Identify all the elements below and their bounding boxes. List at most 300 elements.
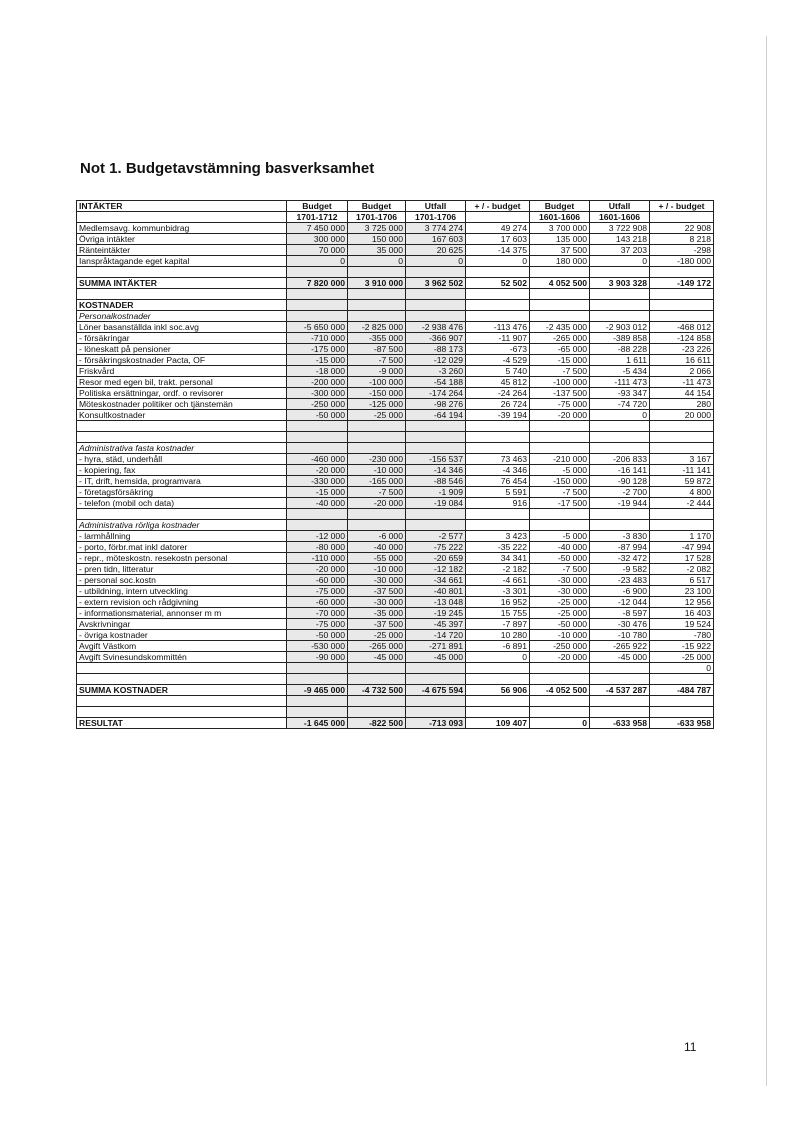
value-cell: -633 958 [590,718,650,729]
row-label [77,707,287,718]
table-row [77,443,714,454]
period-header: 1701-1712 [287,212,348,223]
value-cell: -87 994 [590,542,650,553]
value-cell: -13 048 [406,597,466,608]
value-cell: -4 732 500 [348,685,406,696]
value-cell [650,520,714,531]
value-cell: 7 820 000 [287,278,348,289]
value-cell: -355 000 [348,333,406,344]
value-cell: -20 000 [530,410,590,421]
value-cell [287,443,348,454]
table-row [77,564,714,575]
column-header: Utfall [406,201,466,212]
value-cell [287,300,348,311]
value-cell [466,311,530,322]
table-row [77,509,714,520]
value-cell [590,674,650,685]
table-row [77,234,714,245]
value-cell: -11 907 [466,333,530,344]
value-cell [530,520,590,531]
page-number: 11 [684,1040,697,1054]
value-cell: -50 000 [287,410,348,421]
value-cell: 3 962 502 [406,278,466,289]
value-cell: -54 188 [406,377,466,388]
table-row [77,619,714,630]
table-row [77,278,714,289]
value-cell: -30 000 [348,575,406,586]
value-cell: 0 [287,256,348,267]
value-cell [348,300,406,311]
value-cell: 5 591 [466,487,530,498]
period-header [466,212,530,223]
value-cell [287,674,348,685]
value-cell: -15 922 [650,641,714,652]
table-row [77,322,714,333]
period-header: 1701-1706 [406,212,466,223]
value-cell: -19 245 [406,608,466,619]
value-cell: -37 500 [348,586,406,597]
value-cell: 150 000 [348,234,406,245]
table-row [77,256,714,267]
value-cell: -265 000 [530,333,590,344]
value-cell: -113 476 [466,322,530,333]
value-cell [590,300,650,311]
value-cell [287,432,348,443]
value-cell: -710 000 [287,333,348,344]
value-cell: -9 582 [590,564,650,575]
value-cell: -4 661 [466,575,530,586]
value-cell [466,696,530,707]
value-cell [530,509,590,520]
value-cell [466,707,530,718]
value-cell: -7 500 [348,487,406,498]
value-cell [590,509,650,520]
row-label: - telefon (mobil och data) [77,498,287,509]
table-body [77,223,714,729]
value-cell: -70 000 [287,608,348,619]
table-row [77,476,714,487]
column-header: Budget [287,201,348,212]
value-cell [466,267,530,278]
value-cell: -20 000 [348,498,406,509]
value-cell [348,674,406,685]
value-cell [650,509,714,520]
value-cell: 56 906 [466,685,530,696]
value-cell: -12 029 [406,355,466,366]
value-cell: -87 500 [348,344,406,355]
value-cell: -156 537 [406,454,466,465]
row-label: Resor med egen bil, trakt. personal [77,377,287,388]
row-label: SUMMA INTÄKTER [77,278,287,289]
value-cell [590,289,650,300]
value-cell: -25 000 [530,597,590,608]
value-cell: -55 000 [348,553,406,564]
value-cell: -30 000 [348,597,406,608]
value-cell: 10 280 [466,630,530,641]
value-cell: -6 000 [348,531,406,542]
value-cell: -37 500 [348,619,406,630]
value-cell: -40 000 [530,542,590,553]
value-cell [466,520,530,531]
value-cell [287,289,348,300]
value-cell: -15 000 [530,355,590,366]
value-cell: -39 194 [466,410,530,421]
value-cell: 37 500 [530,245,590,256]
value-cell: 4 052 500 [530,278,590,289]
row-label [77,509,287,520]
value-cell: -11 141 [650,465,714,476]
value-cell: 16 611 [650,355,714,366]
value-cell: -20 000 [530,652,590,663]
value-cell: 17 603 [466,234,530,245]
value-cell: -50 000 [530,553,590,564]
row-label: - larmhållning [77,531,287,542]
value-cell: -300 000 [287,388,348,399]
row-label: - företagsförsäkring [77,487,287,498]
value-cell: -4 529 [466,355,530,366]
value-cell [406,674,466,685]
value-cell: -14 346 [406,465,466,476]
value-cell [466,663,530,674]
table-row [77,388,714,399]
period-header: 1701-1706 [348,212,406,223]
value-cell: -40 801 [406,586,466,597]
value-cell [590,443,650,454]
value-cell: -250 000 [287,399,348,410]
value-cell: -45 397 [406,619,466,630]
value-cell: -100 000 [530,377,590,388]
period-header: 1601-1606 [590,212,650,223]
row-label: RESULTAT [77,718,287,729]
value-cell: 143 218 [590,234,650,245]
row-label [77,289,287,300]
value-cell: -389 858 [590,333,650,344]
value-cell: -5 434 [590,366,650,377]
table-row [77,300,714,311]
value-cell: -9 000 [348,366,406,377]
value-cell: 0 [348,256,406,267]
value-cell: 76 454 [466,476,530,487]
period-label-empty [77,212,287,223]
value-cell: 73 463 [466,454,530,465]
value-cell [530,289,590,300]
table-row [77,531,714,542]
value-cell: -90 128 [590,476,650,487]
row-label [77,421,287,432]
table-row [77,586,714,597]
row-label: - informationsmaterial, annonser m m [77,608,287,619]
value-cell [590,707,650,718]
value-cell [530,443,590,454]
value-cell: 12 956 [650,597,714,608]
value-cell [348,311,406,322]
value-cell: -530 000 [287,641,348,652]
table-row [77,674,714,685]
table-row [77,608,714,619]
value-cell: -330 000 [287,476,348,487]
value-cell [650,267,714,278]
value-cell: 0 [590,410,650,421]
value-cell [287,509,348,520]
value-cell: -250 000 [530,641,590,652]
value-cell: -14 375 [466,245,530,256]
value-cell: -8 597 [590,608,650,619]
value-cell [466,300,530,311]
value-cell: 109 407 [466,718,530,729]
value-cell: -50 000 [530,619,590,630]
row-label: - porto, förbr.mat inkl datorer [77,542,287,553]
row-label: - försäkringskostnader Pacta, OF [77,355,287,366]
table-row [77,333,714,344]
value-cell: -88 173 [406,344,466,355]
value-cell: -137 500 [530,388,590,399]
column-header: Utfall [590,201,650,212]
table-row [77,377,714,388]
row-label: - personal soc.kostn [77,575,287,586]
value-cell [406,267,466,278]
value-cell: -1 909 [406,487,466,498]
value-cell: 0 [466,256,530,267]
table-row [77,223,714,234]
value-cell: -19 084 [406,498,466,509]
value-cell: 300 000 [287,234,348,245]
value-cell: -2 700 [590,487,650,498]
table-row [77,553,714,564]
row-label: Personalkostnader [77,311,287,322]
value-cell: -25 000 [530,608,590,619]
value-cell: -165 000 [348,476,406,487]
value-cell [530,674,590,685]
value-cell: -2 825 000 [348,322,406,333]
value-cell: -4 052 500 [530,685,590,696]
value-cell: -3 301 [466,586,530,597]
value-cell: -64 194 [406,410,466,421]
value-cell: -4 537 287 [590,685,650,696]
value-cell: -230 000 [348,454,406,465]
value-cell: 19 524 [650,619,714,630]
value-cell [348,509,406,520]
value-cell: -75 000 [530,399,590,410]
value-cell: -7 500 [530,366,590,377]
value-cell: -3 830 [590,531,650,542]
value-cell: -14 720 [406,630,466,641]
value-cell: 3 903 328 [590,278,650,289]
value-cell: -10 000 [348,564,406,575]
value-cell: -45 000 [590,652,650,663]
value-cell: -60 000 [287,575,348,586]
value-cell: -2 577 [406,531,466,542]
value-cell: -17 500 [530,498,590,509]
value-cell: 49 274 [466,223,530,234]
column-header: Budget [348,201,406,212]
value-cell [530,267,590,278]
value-cell: -210 000 [530,454,590,465]
value-cell: -40 000 [348,542,406,553]
value-cell [287,707,348,718]
value-cell [287,696,348,707]
table-row [77,597,714,608]
value-cell: -6 900 [590,586,650,597]
value-cell [348,520,406,531]
table-row [77,498,714,509]
value-cell: 35 000 [348,245,406,256]
value-cell: 45 812 [466,377,530,388]
value-cell: 3 722 908 [590,223,650,234]
value-cell [530,696,590,707]
value-cell: -2 938 476 [406,322,466,333]
value-cell: 3 910 000 [348,278,406,289]
value-cell: -45 000 [406,652,466,663]
period-header: 1601-1606 [530,212,590,223]
value-cell: 20 625 [406,245,466,256]
value-cell: -12 044 [590,597,650,608]
row-label: - repr., möteskostn. resekostn personal [77,553,287,564]
page-title: Not 1. Budgetavstämning basverksamhet [80,160,375,177]
table-row [77,652,714,663]
value-cell: -4 675 594 [406,685,466,696]
value-cell: -19 944 [590,498,650,509]
value-cell [406,663,466,674]
value-cell: -2 444 [650,498,714,509]
value-cell: -60 000 [287,597,348,608]
value-cell: -298 [650,245,714,256]
value-cell: 15 755 [466,608,530,619]
value-cell [287,520,348,531]
table-row [77,399,714,410]
value-cell: 3 774 274 [406,223,466,234]
value-cell: -45 000 [348,652,406,663]
value-cell [406,520,466,531]
value-cell: -93 347 [590,388,650,399]
value-cell: -2 903 012 [590,322,650,333]
value-cell [348,432,406,443]
value-cell [406,300,466,311]
value-cell: 26 724 [466,399,530,410]
value-cell: 280 [650,399,714,410]
table-row [77,575,714,586]
table-row [77,542,714,553]
value-cell [406,696,466,707]
value-cell: -265 922 [590,641,650,652]
value-cell: 3 725 000 [348,223,406,234]
value-cell [406,443,466,454]
value-cell: -12 000 [287,531,348,542]
row-label [77,267,287,278]
value-cell: -50 000 [287,630,348,641]
value-cell [287,663,348,674]
value-cell: -75 222 [406,542,466,553]
value-cell: -180 000 [650,256,714,267]
value-cell: -124 858 [650,333,714,344]
row-label: - hyra, städ, underhåll [77,454,287,465]
table-row [77,718,714,729]
value-cell: -5 000 [530,531,590,542]
value-cell [348,289,406,300]
row-label: Avgift Svinesundskommittén [77,652,287,663]
value-cell: -111 473 [590,377,650,388]
header-row [77,201,714,212]
value-cell: -25 000 [348,410,406,421]
table-row [77,410,714,421]
value-cell: 2 066 [650,366,714,377]
value-cell: -25 000 [348,630,406,641]
value-cell [530,311,590,322]
value-cell: 167 603 [406,234,466,245]
row-label: Politiska ersättningar, ordf. o revisorer [77,388,287,399]
value-cell [466,289,530,300]
value-cell [590,421,650,432]
value-cell: -32 472 [590,553,650,564]
value-cell: -1 645 000 [287,718,348,729]
value-cell: 44 154 [650,388,714,399]
value-cell: -7 500 [530,487,590,498]
column-header: + / - budget [466,201,530,212]
value-cell: -88 228 [590,344,650,355]
value-cell [287,421,348,432]
value-cell: -75 000 [287,619,348,630]
value-cell [348,443,406,454]
value-cell [650,432,714,443]
row-label: - löneskatt på pensioner [77,344,287,355]
row-label: Avskrivningar [77,619,287,630]
value-cell: -6 891 [466,641,530,652]
value-cell: -10 000 [348,465,406,476]
row-label: Medlemsavg. kommunbidrag [77,223,287,234]
value-cell: -4 346 [466,465,530,476]
value-cell: -11 473 [650,377,714,388]
value-cell: -80 000 [287,542,348,553]
value-cell: 8 218 [650,234,714,245]
value-cell: -88 546 [406,476,466,487]
value-cell: 59 872 [650,476,714,487]
value-cell: -460 000 [287,454,348,465]
value-cell [650,443,714,454]
value-cell [406,289,466,300]
row-label [77,432,287,443]
period-row [77,212,714,223]
value-cell [406,509,466,520]
value-cell: 3 700 000 [530,223,590,234]
value-cell: -2 082 [650,564,714,575]
value-cell [466,509,530,520]
row-label: Administrativa fasta kostnader [77,443,287,454]
value-cell: 37 203 [590,245,650,256]
value-cell: -468 012 [650,322,714,333]
value-cell: -100 000 [348,377,406,388]
row-label [77,696,287,707]
value-cell: -15 000 [287,355,348,366]
value-cell [530,300,590,311]
margin-line [766,36,767,1086]
value-cell [406,432,466,443]
value-cell [348,421,406,432]
value-cell: -206 833 [590,454,650,465]
table-row [77,465,714,476]
value-cell [287,311,348,322]
table-row [77,355,714,366]
value-cell: -484 787 [650,685,714,696]
value-cell: -75 000 [287,586,348,597]
row-label: - kopiering, fax [77,465,287,476]
table-row [77,421,714,432]
value-cell: -265 000 [348,641,406,652]
value-cell: -2 182 [466,564,530,575]
value-cell: 5 740 [466,366,530,377]
value-cell: -98 276 [406,399,466,410]
row-label [77,674,287,685]
value-cell: -713 093 [406,718,466,729]
value-cell: -149 172 [650,278,714,289]
